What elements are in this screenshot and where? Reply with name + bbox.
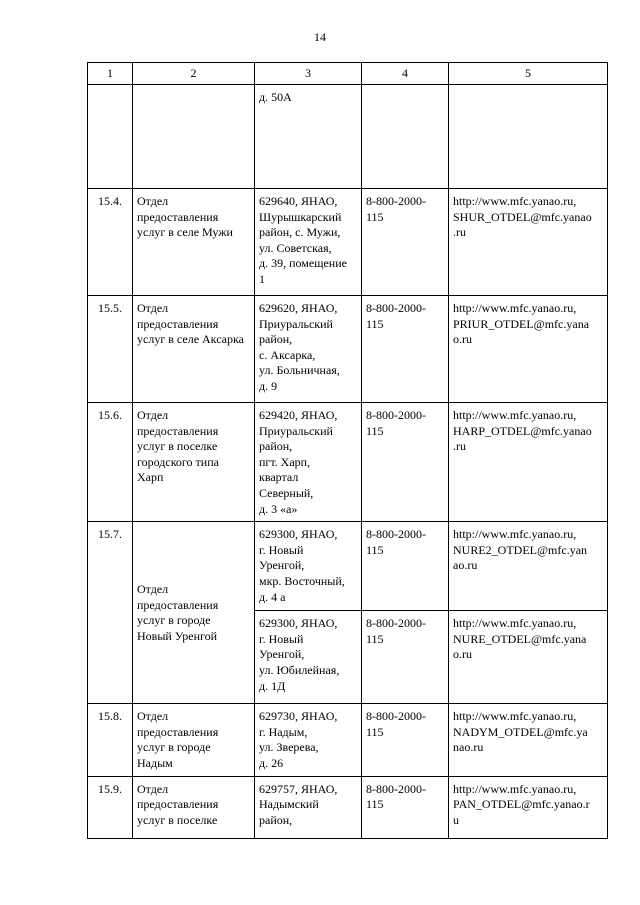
office-address-line: район, с. Мужи, bbox=[259, 225, 341, 240]
page-number: 14 bbox=[314, 30, 326, 44]
office-address-line: мкр. Восточный, bbox=[259, 573, 345, 588]
office-address-line: Северный, bbox=[259, 485, 314, 500]
office-website-email-line: SHUR_OTDEL@mfc.yanao bbox=[453, 209, 592, 224]
office-website-email-line: http://www.mfc.yanao.ru, bbox=[453, 527, 577, 542]
office-name-line: Отдел bbox=[137, 194, 169, 208]
office-name-line: предоставления bbox=[137, 209, 219, 224]
table-header-row bbox=[88, 63, 608, 85]
office-name-line: предоставления bbox=[137, 316, 219, 331]
office-website-email bbox=[449, 522, 608, 611]
row-number bbox=[88, 776, 133, 838]
office-website-email-line: o.ru bbox=[453, 647, 472, 662]
office-phone-line: 115 bbox=[366, 423, 384, 438]
office-phone-line: 8-800-2000- bbox=[366, 781, 426, 796]
office-name-line: Отдел bbox=[137, 581, 169, 596]
office-website-email-line: .ru bbox=[453, 439, 466, 454]
office-address-line: Приуральский bbox=[259, 423, 333, 438]
office-address-line: ул. Больничная, bbox=[259, 363, 340, 378]
column-header: 5 bbox=[449, 63, 608, 85]
office-address-line: д. 26 bbox=[259, 755, 284, 770]
office-name-line: Надым bbox=[137, 755, 173, 770]
office-website-email bbox=[449, 296, 608, 403]
office-phone-line: 115 bbox=[366, 542, 384, 557]
office-name-line: услуг в селе Аксарка bbox=[137, 332, 244, 347]
office-name-line: Харп bbox=[137, 470, 164, 485]
office-address-line: д. 9 bbox=[259, 378, 278, 393]
office-website-email-line: .ru bbox=[453, 225, 466, 240]
office-phone-line: 115 bbox=[366, 631, 384, 646]
mfc-offices-table bbox=[87, 62, 608, 839]
office-address-line: д. 4 а bbox=[259, 589, 286, 604]
row-number-line: 15.5. bbox=[98, 301, 122, 315]
office-address-line: Шурышкарский bbox=[259, 209, 342, 224]
office-name-line: услуг в поселке bbox=[137, 812, 218, 827]
office-website-email bbox=[449, 85, 608, 189]
office-phone-line: 8-800-2000- bbox=[366, 408, 426, 422]
office-address-line: квартал bbox=[259, 470, 299, 485]
office-phone bbox=[362, 704, 449, 776]
office-phone bbox=[362, 296, 449, 403]
row-number bbox=[88, 85, 133, 189]
office-address-line: д. 50А bbox=[259, 90, 292, 104]
table-row bbox=[88, 704, 608, 776]
table-row bbox=[88, 296, 608, 403]
row-number bbox=[88, 296, 133, 403]
office-address-line: Уренгой, bbox=[259, 558, 305, 573]
row-number-line: 15.4. bbox=[98, 194, 122, 208]
office-address bbox=[255, 403, 362, 522]
office-website-email-line: PAN_OTDEL@mfc.yanao.r bbox=[453, 797, 590, 812]
office-website-email bbox=[449, 611, 608, 704]
column-header: 1 bbox=[88, 63, 133, 85]
office-phone-line: 8-800-2000- bbox=[366, 616, 426, 631]
office-phone bbox=[362, 403, 449, 522]
office-name-line: предоставления bbox=[137, 724, 219, 739]
office-name bbox=[133, 704, 255, 776]
office-address-line: пгт. Харп, bbox=[259, 454, 311, 469]
office-address-line: д. 3 «а» bbox=[259, 501, 298, 516]
office-address-line: Надымский bbox=[259, 797, 319, 812]
office-name-line: Отдел bbox=[137, 408, 169, 422]
office-name bbox=[133, 296, 255, 403]
office-address-line: 629640, ЯНАО, bbox=[259, 194, 338, 208]
office-address bbox=[255, 611, 362, 704]
office-phone-line: 8-800-2000- bbox=[366, 709, 426, 724]
office-name-line: услуг в поселке bbox=[137, 439, 218, 454]
row-number-line: 15.8. bbox=[98, 709, 122, 724]
office-website-email-line: http://www.mfc.yanao.ru, bbox=[453, 301, 577, 315]
office-website-email bbox=[449, 189, 608, 296]
office-address-line: 629420, ЯНАО, bbox=[259, 408, 338, 422]
row-number bbox=[88, 522, 133, 704]
row-number-line: 15.6. bbox=[98, 408, 122, 422]
office-phone-line: 8-800-2000- bbox=[366, 301, 426, 315]
office-address-line: 629620, ЯНАО, bbox=[259, 301, 338, 315]
column-header: 4 bbox=[362, 63, 449, 85]
office-website-email-line: ao.ru bbox=[453, 558, 478, 573]
office-phone bbox=[362, 611, 449, 704]
table-row bbox=[88, 403, 608, 522]
table-row bbox=[88, 522, 608, 611]
office-address-line: д. 39, помещение bbox=[259, 256, 347, 271]
office-address-line: д. 1Д bbox=[259, 678, 286, 693]
office-address-line: г. Надым, bbox=[259, 724, 308, 739]
office-website-email-line: NURE_OTDEL@mfc.yana bbox=[453, 631, 587, 646]
office-address bbox=[255, 189, 362, 296]
office-website-email bbox=[449, 403, 608, 522]
office-address-line: Уренгой, bbox=[259, 647, 305, 662]
office-name-line: Отдел bbox=[137, 709, 169, 724]
office-phone bbox=[362, 522, 449, 611]
table-row bbox=[88, 776, 608, 838]
office-phone bbox=[362, 85, 449, 189]
office-phone-line: 115 bbox=[366, 316, 384, 331]
office-website-email-line: NURE2_OTDEL@mfc.yan bbox=[453, 542, 588, 557]
office-address bbox=[255, 296, 362, 403]
office-website-email-line: nao.ru bbox=[453, 740, 484, 755]
office-phone-line: 115 bbox=[366, 209, 384, 224]
office-address-line: ул. Советская, bbox=[259, 240, 332, 255]
office-name bbox=[133, 403, 255, 522]
office-name bbox=[133, 522, 255, 704]
office-website-email bbox=[449, 776, 608, 838]
office-phone-line: 115 bbox=[366, 797, 384, 812]
office-website-email-line: http://www.mfc.yanao.ru, bbox=[453, 616, 577, 631]
row-number bbox=[88, 704, 133, 776]
office-address-line: г. Новый bbox=[259, 631, 304, 646]
office-phone bbox=[362, 776, 449, 838]
office-website-email bbox=[449, 704, 608, 776]
office-name-line: Новый Уренгой bbox=[137, 628, 218, 643]
office-address-line: 629300, ЯНАО, bbox=[259, 616, 338, 631]
office-address bbox=[255, 776, 362, 838]
office-name-line: услуг в городе bbox=[137, 740, 211, 755]
office-name-line: предоставления bbox=[137, 597, 219, 612]
office-address bbox=[255, 522, 362, 611]
office-address-line: с. Аксарка, bbox=[259, 347, 316, 362]
office-website-email-line: NADYM_OTDEL@mfc.ya bbox=[453, 724, 588, 739]
office-website-email-line: HARP_OTDEL@mfc.yanao bbox=[453, 423, 592, 438]
office-address-line: 629730, ЯНАО, bbox=[259, 709, 338, 724]
office-name-line: Отдел bbox=[137, 301, 169, 315]
office-address-line: Приуральский bbox=[259, 316, 333, 331]
office-name bbox=[133, 776, 255, 838]
office-address-line: ул. Зверева, bbox=[259, 740, 319, 755]
office-website-email-line: http://www.mfc.yanao.ru, bbox=[453, 781, 577, 796]
office-name-line: услуг в селе Мужи bbox=[137, 225, 233, 240]
office-name-line: услуг в городе bbox=[137, 613, 211, 628]
office-address-line: ул. Юбилейная, bbox=[259, 662, 340, 677]
office-address-line: район, bbox=[259, 439, 293, 454]
office-address-line: район, bbox=[259, 332, 293, 347]
office-phone-line: 115 bbox=[366, 724, 384, 739]
office-website-email-line: http://www.mfc.yanao.ru, bbox=[453, 408, 577, 422]
office-phone-line: 8-800-2000- bbox=[366, 527, 426, 542]
office-website-email-line: http://www.mfc.yanao.ru, bbox=[453, 709, 577, 724]
office-name-line: городского типа bbox=[137, 454, 219, 469]
office-name bbox=[133, 85, 255, 189]
table-row bbox=[88, 189, 608, 296]
office-name-line: предоставления bbox=[137, 797, 219, 812]
office-name bbox=[133, 189, 255, 296]
office-website-email-line: u bbox=[453, 812, 459, 827]
row-number-line: 15.9. bbox=[98, 781, 122, 796]
office-website-email-line: PRIUR_OTDEL@mfc.yana bbox=[453, 316, 590, 331]
office-website-email-line: http://www.mfc.yanao.ru, bbox=[453, 194, 577, 208]
office-address-line: 1 bbox=[259, 271, 265, 286]
office-website-email-line: o.ru bbox=[453, 332, 472, 347]
office-phone bbox=[362, 189, 449, 296]
office-phone-line: 8-800-2000- bbox=[366, 194, 426, 208]
row-number bbox=[88, 403, 133, 522]
office-address-line: 629757, ЯНАО, bbox=[259, 781, 338, 796]
office-address-line: район, bbox=[259, 812, 293, 827]
office-address bbox=[255, 704, 362, 776]
column-header: 2 bbox=[133, 63, 255, 85]
row-number bbox=[88, 189, 133, 296]
office-address-line: 629300, ЯНАО, bbox=[259, 527, 338, 542]
office-name-line: предоставления bbox=[137, 423, 219, 438]
office-address bbox=[255, 85, 362, 189]
office-address-line: г. Новый bbox=[259, 542, 304, 557]
office-name-line: Отдел bbox=[137, 781, 169, 796]
table-row bbox=[88, 85, 608, 189]
column-header: 3 bbox=[255, 63, 362, 85]
row-number-line: 15.7. bbox=[98, 527, 122, 542]
